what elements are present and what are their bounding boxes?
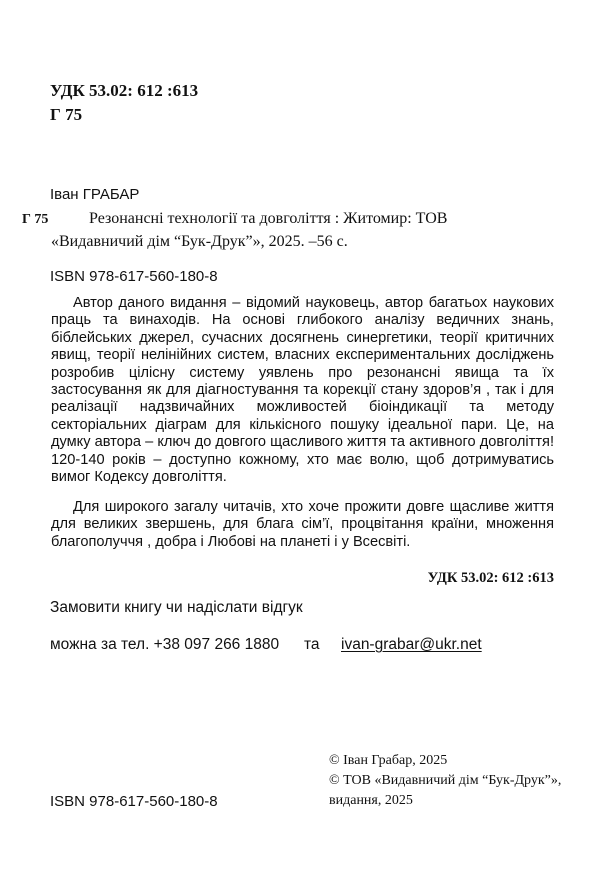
phone-text: можна за тел. +38 097 266 1880	[50, 636, 280, 653]
catalog-author: Іван ГРАБАР	[50, 186, 140, 203]
catalog-code: Г 75	[22, 212, 49, 227]
author-code-header: Г 75	[50, 105, 83, 124]
catalog-publisher-line: «Видавничий дім “Бук-Друк”», 2025. –56 с.	[51, 233, 348, 250]
udk-header: УДК 53.02: 612 :613	[50, 81, 199, 100]
order-text: Замовити книгу чи надіслати відгук	[50, 599, 303, 616]
catalog-title-line: Резонансні технології та довголіття : Житомир: ТОВ	[89, 210, 448, 227]
footer-isbn: ISBN 978-617-560-180-8	[50, 793, 218, 810]
copyright-publisher: © ТОВ «Видавничий дім “Бук-Друк”»,	[329, 773, 562, 788]
copyright-edition: видання, 2025	[329, 793, 413, 808]
annotation-paragraph: Автор даного видання – відомий науковець, автор багатьох наукових праць та винаходів. На основі глибокого аналізу ведичних знань, біблейських джерел, сучасних досягнень синергетики, теорії критичних явищ, теорії нелінійних систем, власних експериментальних досліджень розробив цілісну систему уявлень про резонансні явища та їх застосування як для діагностування та корекції стану здоров’я , так і для реалізації надзвичайних можливостей біоіндикації та методу секторіальних діаграм для кількісного пошуку ідеальної пари. Це, на думку автора – ключ до довгого щасливого життя та активного довголіття! 120-140 років – доступно кожному, хто має волю, щоб дотримуватись вимог Кодексу довголіття.	[51, 295, 554, 486]
copyright-author: © Іван Грабар, 2025	[329, 753, 448, 768]
udk-footer: УДК 53.02: 612 :613	[427, 570, 554, 586]
conjunction-text: та	[304, 636, 320, 653]
audience-paragraph: Для широкого загалу читачів, хто хоче прожити довге щасливе життя для великих звершень, для блага сім’ї, процвітання країни, множення благополуччя , добра і Любові на планеті і у Всесвіті.	[51, 499, 554, 550]
catalog-isbn: ISBN 978-617-560-180-8	[50, 268, 218, 285]
email-link[interactable]: ivan-grabar@ukr.net	[341, 636, 482, 653]
